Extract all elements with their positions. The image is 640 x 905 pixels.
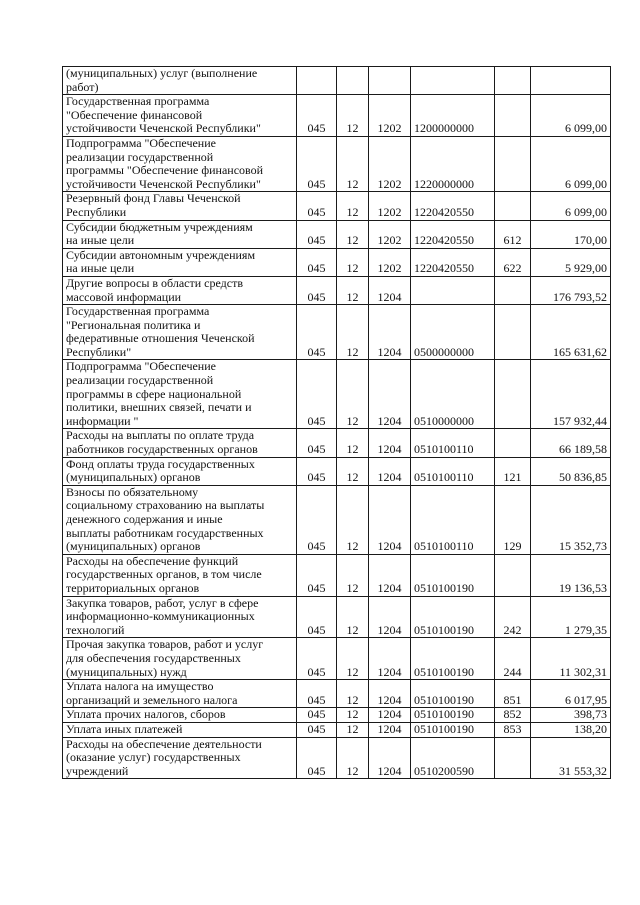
table-row	[63, 95, 611, 137]
amount-cell: 50 836,85	[531, 457, 611, 485]
ministry-code-cell: 045	[297, 638, 337, 680]
expense-type-cell: 129	[495, 485, 531, 554]
subsection-code-cell: 1204	[369, 360, 411, 429]
expense-type-cell	[495, 554, 531, 596]
expense-type-cell	[495, 192, 531, 220]
subsection-code-cell: 1204	[369, 737, 411, 779]
expense-type-cell: 853	[495, 722, 531, 737]
target-article-cell: 0510100110	[411, 429, 495, 457]
amount-cell: 6 099,00	[531, 136, 611, 191]
amount-cell: 6 099,00	[531, 95, 611, 137]
document-page	[62, 66, 611, 779]
expense-type-cell: 622	[495, 248, 531, 276]
expense-type-cell: 242	[495, 596, 531, 638]
expense-type-cell	[495, 360, 531, 429]
table-row	[63, 737, 611, 779]
expense-name-cell: Уплата налога на имущество организаций и земельного налога	[63, 680, 297, 708]
expense-name-cell: Государственная программа "Региональная политика и федеративные отношения Чеченской Республики"	[63, 305, 297, 360]
ministry-code-cell	[297, 67, 337, 95]
section-code-cell: 12	[337, 457, 369, 485]
subsection-code-cell: 1202	[369, 136, 411, 191]
target-article-cell: 0510100110	[411, 485, 495, 554]
expense-type-cell	[495, 305, 531, 360]
section-code-cell: 12	[337, 276, 369, 304]
ministry-code-cell: 045	[297, 305, 337, 360]
amount-cell: 165 631,62	[531, 305, 611, 360]
expense-type-cell: 852	[495, 708, 531, 723]
subsection-code-cell	[369, 67, 411, 95]
target-article-cell: 1220000000	[411, 136, 495, 191]
section-code-cell: 12	[337, 722, 369, 737]
expense-name-cell: Резервный фонд Главы Чеченской Республики	[63, 192, 297, 220]
table-row	[63, 722, 611, 737]
amount-cell: 11 302,31	[531, 638, 611, 680]
ministry-code-cell: 045	[297, 457, 337, 485]
amount-cell: 1 279,35	[531, 596, 611, 638]
amount-cell: 15 352,73	[531, 485, 611, 554]
ministry-code-cell: 045	[297, 596, 337, 638]
ministry-code-cell: 045	[297, 485, 337, 554]
table-row	[63, 596, 611, 638]
budget-table	[62, 66, 611, 779]
subsection-code-cell: 1202	[369, 95, 411, 137]
expense-name-cell: Фонд оплаты труда государственных (муниципальных) органов	[63, 457, 297, 485]
section-code-cell: 12	[337, 596, 369, 638]
expense-name-cell: Уплата прочих налогов, сборов	[63, 708, 297, 723]
expense-name-cell: Субсидии автономным учреждениям на иные цели	[63, 248, 297, 276]
table-row	[63, 485, 611, 554]
target-article-cell: 0510200590	[411, 737, 495, 779]
target-article-cell: 0500000000	[411, 305, 495, 360]
table-row	[63, 67, 611, 95]
amount-cell: 6 017,95	[531, 680, 611, 708]
section-code-cell	[337, 67, 369, 95]
target-article-cell: 1200000000	[411, 95, 495, 137]
target-article-cell	[411, 67, 495, 95]
ministry-code-cell: 045	[297, 554, 337, 596]
table-row	[63, 638, 611, 680]
section-code-cell: 12	[337, 680, 369, 708]
expense-name-cell: Расходы на обеспечение деятельности (оказание услуг) государственных учреждений	[63, 737, 297, 779]
subsection-code-cell: 1204	[369, 276, 411, 304]
expense-type-cell: 244	[495, 638, 531, 680]
target-article-cell: 0510100110	[411, 457, 495, 485]
expense-name-cell: Уплата иных платежей	[63, 722, 297, 737]
expense-name-cell: Прочая закупка товаров, работ и услуг для обеспечения государственных (муниципальных) нужд	[63, 638, 297, 680]
subsection-code-cell: 1204	[369, 722, 411, 737]
table-row	[63, 305, 611, 360]
expense-name-cell: Закупка товаров, работ, услуг в сфере информационно-коммуникационных технологий	[63, 596, 297, 638]
section-code-cell: 12	[337, 638, 369, 680]
target-article-cell: 0510100190	[411, 596, 495, 638]
expense-type-cell: 612	[495, 220, 531, 248]
amount-cell: 31 553,32	[531, 737, 611, 779]
amount-cell: 66 189,58	[531, 429, 611, 457]
subsection-code-cell: 1204	[369, 596, 411, 638]
table-row	[63, 708, 611, 723]
expense-name-cell: Подпрограмма "Обеспечение реализации государственной программы в сфере национальной политики, внешних связей, печати и информации "	[63, 360, 297, 429]
expense-type-cell	[495, 67, 531, 95]
target-article-cell: 1220420550	[411, 248, 495, 276]
section-code-cell: 12	[337, 554, 369, 596]
table-row	[63, 192, 611, 220]
subsection-code-cell: 1204	[369, 638, 411, 680]
expense-name-cell: Взносы по обязательному социальному страхованию на выплаты денежного содержания и иные выплаты работникам государственных (муниципальных) органов	[63, 485, 297, 554]
table-row	[63, 457, 611, 485]
expense-type-cell	[495, 95, 531, 137]
expense-type-cell: 851	[495, 680, 531, 708]
amount-cell: 5 929,00	[531, 248, 611, 276]
section-code-cell: 12	[337, 192, 369, 220]
table-row	[63, 429, 611, 457]
expense-name-cell: Подпрограмма "Обеспечение реализации государственной программы "Обеспечение финансовой устойчивости Чеченской Республики"	[63, 136, 297, 191]
table-row	[63, 248, 611, 276]
expense-type-cell	[495, 136, 531, 191]
ministry-code-cell: 045	[297, 192, 337, 220]
subsection-code-cell: 1204	[369, 305, 411, 360]
ministry-code-cell: 045	[297, 248, 337, 276]
expense-type-cell	[495, 737, 531, 779]
table-row	[63, 220, 611, 248]
expense-name-cell: Расходы на выплаты по оплате труда работников государственных органов	[63, 429, 297, 457]
target-article-cell: 0510100190	[411, 722, 495, 737]
section-code-cell: 12	[337, 429, 369, 457]
section-code-cell: 12	[337, 737, 369, 779]
table-row	[63, 276, 611, 304]
ministry-code-cell: 045	[297, 722, 337, 737]
subsection-code-cell: 1204	[369, 457, 411, 485]
ministry-code-cell: 045	[297, 136, 337, 191]
expense-name-cell: Другие вопросы в области средств массовой информации	[63, 276, 297, 304]
target-article-cell: 0510000000	[411, 360, 495, 429]
subsection-code-cell: 1204	[369, 680, 411, 708]
ministry-code-cell: 045	[297, 708, 337, 723]
section-code-cell: 12	[337, 220, 369, 248]
subsection-code-cell: 1204	[369, 429, 411, 457]
table-row	[63, 680, 611, 708]
subsection-code-cell: 1204	[369, 554, 411, 596]
target-article-cell: 0510100190	[411, 554, 495, 596]
subsection-code-cell: 1204	[369, 485, 411, 554]
section-code-cell: 12	[337, 708, 369, 723]
amount-cell	[531, 67, 611, 95]
amount-cell: 138,20	[531, 722, 611, 737]
section-code-cell: 12	[337, 305, 369, 360]
target-article-cell: 0510100190	[411, 680, 495, 708]
subsection-code-cell: 1204	[369, 708, 411, 723]
section-code-cell: 12	[337, 136, 369, 191]
section-code-cell: 12	[337, 360, 369, 429]
target-article-cell: 0510100190	[411, 708, 495, 723]
expense-type-cell	[495, 276, 531, 304]
subsection-code-cell: 1202	[369, 220, 411, 248]
ministry-code-cell: 045	[297, 220, 337, 248]
amount-cell: 170,00	[531, 220, 611, 248]
expense-name-cell: Государственная программа "Обеспечение финансовой устойчивости Чеченской Республики"	[63, 95, 297, 137]
amount-cell: 176 793,52	[531, 276, 611, 304]
ministry-code-cell: 045	[297, 95, 337, 137]
subsection-code-cell: 1202	[369, 192, 411, 220]
ministry-code-cell: 045	[297, 360, 337, 429]
amount-cell: 19 136,53	[531, 554, 611, 596]
target-article-cell: 1220420550	[411, 192, 495, 220]
target-article-cell: 1220420550	[411, 220, 495, 248]
expense-type-cell	[495, 429, 531, 457]
table-row	[63, 360, 611, 429]
table-row	[63, 136, 611, 191]
table-row	[63, 554, 611, 596]
target-article-cell	[411, 276, 495, 304]
section-code-cell: 12	[337, 95, 369, 137]
amount-cell: 398,73	[531, 708, 611, 723]
amount-cell: 6 099,00	[531, 192, 611, 220]
subsection-code-cell: 1202	[369, 248, 411, 276]
amount-cell: 157 932,44	[531, 360, 611, 429]
ministry-code-cell: 045	[297, 737, 337, 779]
ministry-code-cell: 045	[297, 429, 337, 457]
expense-name-cell: Субсидии бюджетным учреждениям на иные цели	[63, 220, 297, 248]
target-article-cell: 0510100190	[411, 638, 495, 680]
section-code-cell: 12	[337, 248, 369, 276]
expense-type-cell: 121	[495, 457, 531, 485]
expense-name-cell: (муниципальных) услуг (выполнение работ)	[63, 67, 297, 95]
ministry-code-cell: 045	[297, 276, 337, 304]
expense-name-cell: Расходы на обеспечение функций государственных органов, в том числе территориальных органов	[63, 554, 297, 596]
section-code-cell: 12	[337, 485, 369, 554]
budget-table-body	[63, 67, 611, 779]
ministry-code-cell: 045	[297, 680, 337, 708]
